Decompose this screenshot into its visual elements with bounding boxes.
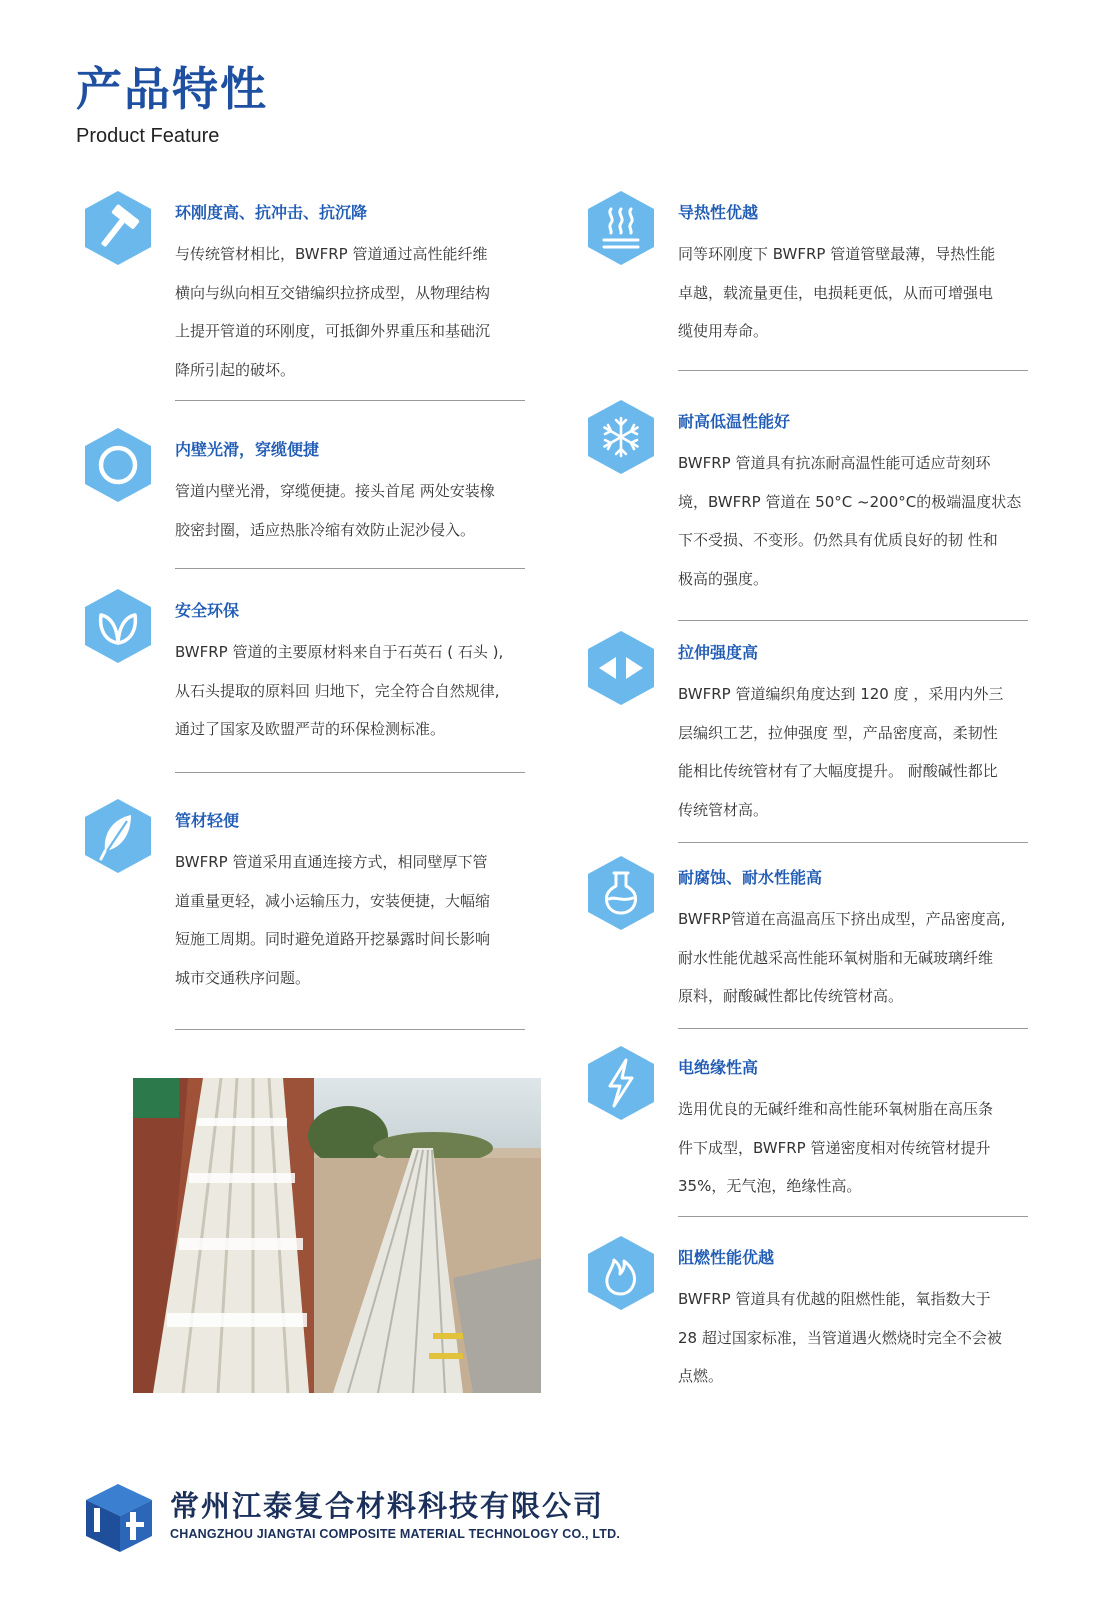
divider — [175, 568, 525, 569]
feature-description: BWFRP 管道的主要原材料来自于石英石 ( 石头 ), 从石头提取的原料回 归地下，完全符合自然规律, 通过了国家及欧盟严苛的环保检测标准。 — [175, 643, 504, 738]
feature-electrical-insulation — [678, 1056, 1038, 1206]
feature-title: 管材轻便 — [175, 811, 240, 830]
feature-description: 选用优良的无碱纤维和高性能环氧树脂在高压条 件下成型，BWFRP 管递密度相对传统管材提升 35%，无气泡，绝缘性高。 — [678, 1100, 994, 1195]
feature-title: 拉伸强度高 — [678, 643, 759, 662]
divider — [678, 1028, 1028, 1029]
leaf-icon — [83, 587, 153, 665]
page-title: 产品特性 — [76, 62, 268, 116]
divider — [678, 370, 1028, 371]
feature-title: 耐腐蚀、耐水性能高 — [678, 868, 823, 887]
company-logo-icon — [82, 1478, 156, 1554]
feature-description: 管道内壁光滑，穿缆便捷。接头首尾 两处安装橡 胶密封圈，适应热胀冷缩有效防止泥沙侵入。 — [175, 482, 495, 539]
ring-icon — [83, 426, 153, 504]
feather-icon — [83, 797, 153, 875]
feature-tensile-strength — [678, 641, 1038, 829]
feature-description: BWFRP 管道具有抗冻耐高温性能可适应苛刻环 境，BWFRP 管道在 50°C ~200°C的极端温度状态 下不受损、不变形。仍然具有优质良好的韧 性和 极高的强度。 — [678, 454, 1022, 588]
feature-flame-retardant — [678, 1246, 1038, 1396]
lightning-icon — [586, 1044, 656, 1122]
feature-eco-friendly — [175, 599, 535, 749]
divider — [175, 400, 525, 401]
feature-description: 同等环刚度下 BWFRP 管道管壁最薄，导热性能 卓越，载流量更佳，电损耗更低，从而可增强电 缆使用寿命。 — [678, 245, 996, 340]
flask-icon — [586, 854, 656, 932]
feature-title: 导热性优越 — [678, 203, 759, 222]
feature-description: 与传统管材相比，BWFRP 管道通过高性能纤维 横向与纵向相互交错编织拉挤成型，从物理结构 上提开管道的环刚度，可抵御外界重压和基础沉 降所引起的破坏。 — [175, 245, 491, 379]
feature-description: BWFRP 管道采用直通连接方式，相同壁厚下管 道重量更轻，减小运输压力，安装便捷，大幅缩 短施工周期。同时避免道路开挖暴露时间长影响 城市交通秩序问题。 — [175, 853, 491, 987]
divider — [678, 1216, 1028, 1217]
feature-title: 耐高低温性能好 — [678, 412, 791, 431]
divider — [678, 620, 1028, 621]
feature-smooth-wall — [175, 438, 535, 549]
divider — [175, 772, 525, 773]
feature-title: 阻燃性能优越 — [678, 1248, 775, 1267]
hammer-icon — [83, 189, 153, 267]
company-name-en: CHANGZHOU JIANGTAI COMPOSITE MATERIAL TECHNOLOGY CO., LTD. — [170, 1527, 621, 1541]
feature-corrosion-resistance — [678, 866, 1038, 1016]
feature-temperature-resistance — [678, 410, 1038, 598]
feature-thermal-conductivity — [678, 201, 1038, 351]
flame-icon — [586, 1234, 656, 1312]
page-subtitle: Product Feature — [76, 125, 220, 147]
feature-lightweight — [175, 809, 535, 997]
feature-title: 电绝缘性高 — [678, 1058, 759, 1077]
feature-ring-stiffness — [175, 201, 535, 389]
feature-description: BWFRP 管道编织角度达到 120 度 ，采用内外三 层编织工艺，拉伸强度 型，产品密度高，柔韧性 能相比传统管材有了大幅度提升。 耐酸碱性都比 传统管材高。 — [678, 685, 1004, 819]
snowflake-icon — [586, 398, 656, 476]
divider — [678, 842, 1028, 843]
feature-title: 安全环保 — [175, 601, 240, 620]
feature-description: BWFRP 管道具有优越的阻燃性能，氧指数大于 28 超过国家标准，当管道遇火燃烧时完全不会被 点燃。 — [678, 1290, 1002, 1385]
arrows-icon — [586, 629, 656, 707]
heat-icon — [586, 189, 656, 267]
company-name-cn: 常州江泰复合材料科技有限公司 — [170, 1489, 605, 1523]
feature-description: BWFRP管道在高温高压下挤出成型，产品密度高, 耐水性能优越采高性能环氧树脂和无碱玻璃纤维 原料，耐酸碱性都比传统管材高。 — [678, 910, 1006, 1005]
feature-title: 内壁光滑，穿缆便捷 — [175, 440, 320, 459]
pipe-installation-photo — [133, 1078, 541, 1393]
feature-title: 环刚度高、抗冲击、抗沉降 — [175, 203, 368, 222]
divider — [175, 1029, 525, 1030]
